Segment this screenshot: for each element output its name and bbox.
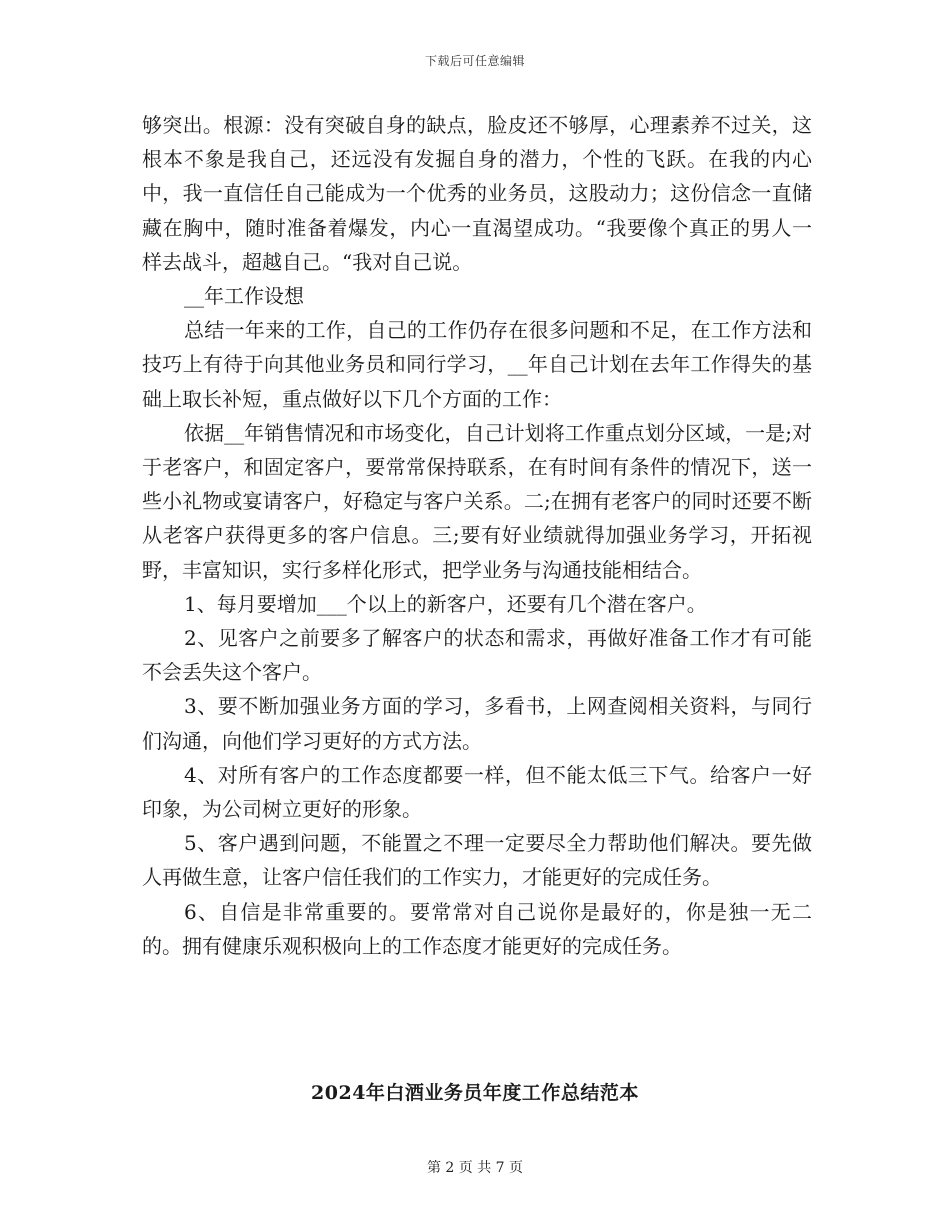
paragraph-plan-regions: 依据__年销售情况和市场变化，自己计划将工作重点划分区域，一是;对于老客户，和固定客户，要常常保持联系，在有时间有条件的情况下，送一些小礼物或宴请客户，好稳定与客户关系。二;在拥有老客户的同时还要不断从老客户获得更多的客户信息。三;要有好业绩就得加强业务学习，开拓视野，丰富知识，实行多样化形式，把学业务与沟通技能相结合。 <box>142 420 812 582</box>
list-item-3: 3、要不断加强业务方面的学习，多看书，上网查阅相关资料，与同行们沟通，向他们学习更好的方式方法。 <box>142 694 812 753</box>
list-item-2: 2、见客户之前要多了解客户的状态和需求，再做好准备工作才有可能不会丢失这个客户。 <box>142 626 812 685</box>
page-header: 下载后可任意编辑 <box>424 54 525 68</box>
list-item-6: 6、自信是非常重要的。要常常对自己说你是最好的，你是独一无二的。拥有健康乐观积极向上的工作态度才能更好的完成任务。 <box>142 899 812 958</box>
paragraph-continuation: 够突出。根源：没有突破自身的缺点，脸皮还不够厚，心理素养不过关，这根本不象是我自己，还远没有发掘自身的潜力，个性的飞跃。在我的内心中，我一直信任自己能成为一个优秀的业务员，这股动力；这份信念一直储藏在胸中，随时准备着爆发，内心一直渴望成功。“我要像个真正的男人一样去战斗，超越自己。“我对自己说。 <box>142 113 812 274</box>
paragraph-summary: 总结一年来的工作，自己的工作仍存在很多问题和不足，在工作方法和技巧上有待于向其他业务员和同行学习，__年自己计划在去年工作得失的基础上取长补短，重点做好以下几个方面的工作： <box>142 318 812 411</box>
list-item-5: 5、客户遇到问题，不能置之不理一定要尽全力帮助他们解决。要先做人再做生意，让客户信任我们的工作实力，才能更好的完成任务。 <box>142 831 812 890</box>
page-number-footer: 第 2 页 共 7 页 <box>426 1160 524 1176</box>
list-item-1: 1、每月要增加___个以上的新客户，还要有几个潜在客户。 <box>184 591 707 616</box>
next-document-title: 2024年白酒业务员年度工作总结范本 <box>311 1082 639 1104</box>
document-body <box>142 108 812 963</box>
list-item-4: 4、对所有客户的工作态度都要一样，但不能太低三下气。给客户一好印象，为公司树立更好的形象。 <box>142 762 812 822</box>
section-heading-plan: __年工作设想 <box>184 284 304 309</box>
